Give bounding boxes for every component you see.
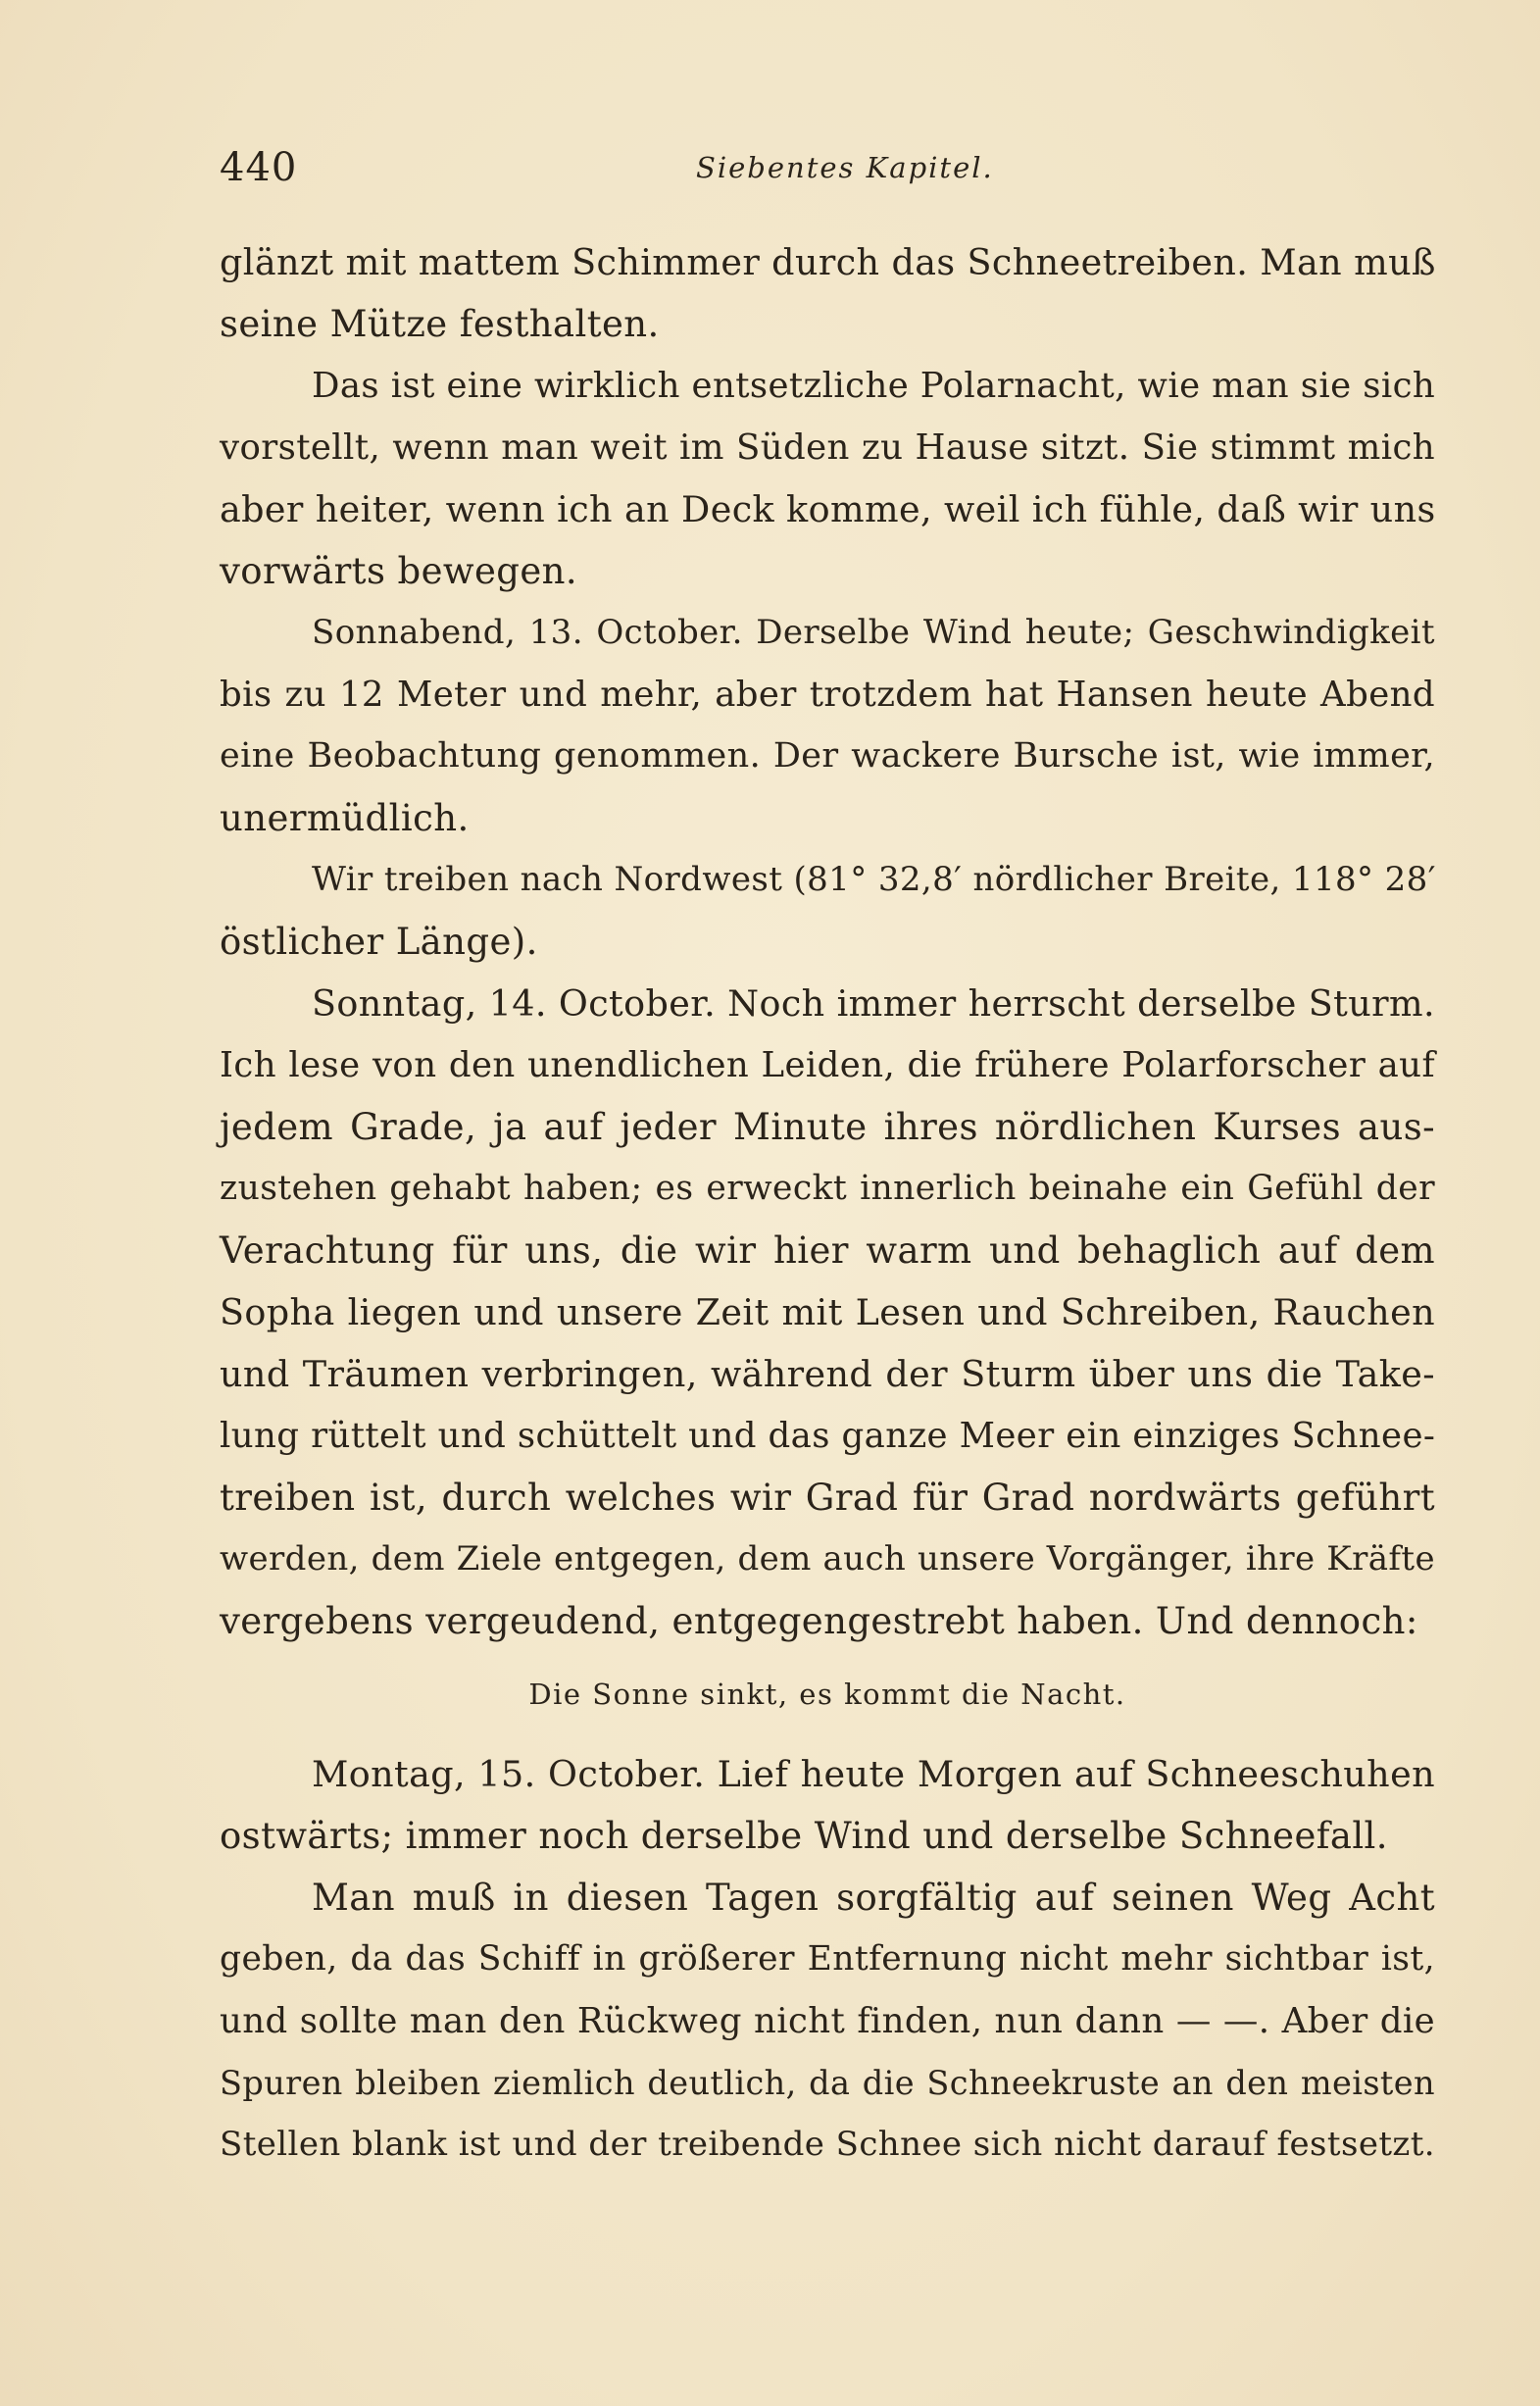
- text-line: geben, da das Schiff in größerer Entfernung nicht mehr sichtbar ist,: [220, 1939, 1435, 1979]
- text-line: eine Beobachtung genommen. Der wackere Bursche ist, wie immer,: [220, 736, 1435, 776]
- text-line: Spuren bleiben ziemlich deutlich, da die Schneekruste an den meisten: [220, 2064, 1435, 2102]
- text-line: bis zu 12 Meter und mehr, aber trotzdem hat Hansen heute Abend: [220, 675, 1435, 715]
- text-line: werden, dem Ziele entgegen, dem auch unsere Vorgänger, ihre Kräfte: [220, 1539, 1435, 1579]
- text-line: lung rüttelt und schüttelt und das ganze Meer ein einziges Schnee-: [220, 1416, 1436, 1456]
- text-line: vergebens vergeudend, entgegengestrebt haben. Und dennoch:: [220, 1600, 1418, 1642]
- text-line: seine Mütze festhalten.: [220, 303, 660, 345]
- verse-quote: Die Sonne sinkt, es kommt die Nacht.: [528, 1678, 1126, 1711]
- text-line: Das ist eine wirklich entsetzliche Polarnacht, wie man sie sich: [312, 366, 1436, 406]
- text-line: Stellen blank ist und der treibende Schnee sich nicht darauf festsetzt.: [220, 2125, 1435, 2164]
- text-line: Ich lese von den unendlichen Leiden, die frühere Polarforscher auf: [220, 1045, 1435, 1085]
- text-line: und Träumen verbringen, während der Sturm über uns die Take-: [220, 1353, 1435, 1395]
- text-line: glänzt mit mattem Schimmer durch das Schneetreiben. Man muß: [220, 241, 1436, 283]
- text-line: zustehen gehabt haben; es erweckt innerlich beinahe ein Gefühl der: [220, 1169, 1435, 1208]
- text-line: Man muß in diesen Tagen sorgfältig auf seinen Weg Acht: [312, 1877, 1435, 1919]
- text-line: ostwärts; immer noch derselbe Wind und derselbe Schneefall.: [220, 1815, 1388, 1857]
- text-line: Wir treiben nach Nordwest (81° 32,8′ nördlicher Breite, 118° 28′: [312, 860, 1436, 899]
- text-line: Verachtung für uns, die wir hier warm und behaglich auf dem: [220, 1229, 1435, 1272]
- text-line: Montag, 15. October. Lief heute Morgen auf Schneeschuhen: [312, 1753, 1435, 1795]
- text-line: treiben ist, durch welches wir Grad für Grad nordwärts geführt: [220, 1477, 1435, 1519]
- text-line: und sollte man den Rückweg nicht finden, nun dann — —. Aber die: [220, 2001, 1435, 2041]
- text-line: vorwärts bewegen.: [220, 550, 578, 592]
- text-line: Sonnabend, 13. October. Derselbe Wind heute; Geschwindigkeit: [312, 613, 1435, 652]
- text-line: Sonntag, 14. October. Noch immer herrscht derselbe Sturm.: [312, 982, 1435, 1025]
- text-line: jedem Grade, ja auf jeder Minute ihres nördlichen Kurses aus-: [220, 1106, 1435, 1148]
- running-head: Siebentes Kapitel.: [696, 151, 994, 184]
- body-text: [220, 231, 1435, 2176]
- text-line: Sopha liegen und unsere Zeit mit Lesen und Schreiben, Rauchen: [220, 1291, 1435, 1333]
- text-line: östlicher Länge).: [220, 921, 538, 963]
- text-line: aber heiter, wenn ich an Deck komme, weil ich fühle, daß wir uns: [220, 488, 1436, 530]
- text-line: unermüdlich.: [220, 797, 470, 839]
- page-number: 440: [220, 145, 298, 190]
- text-line: vorstellt, wenn man weit im Süden zu Hause sitzt. Sie stimmt mich: [220, 427, 1435, 468]
- page-header: [220, 145, 1435, 194]
